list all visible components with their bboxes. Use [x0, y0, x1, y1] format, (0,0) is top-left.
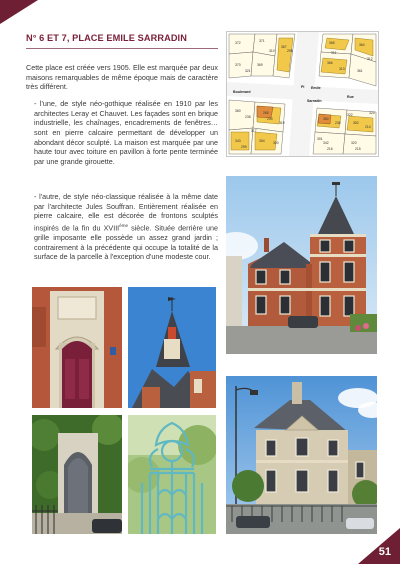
parcel-number: 324	[369, 111, 375, 115]
photo-tower-detail	[128, 287, 216, 408]
parcel-number: 234	[267, 117, 273, 121]
parcel-number: 364	[359, 43, 365, 47]
superscript-eme: ème	[119, 222, 128, 228]
parcel-number: 216	[327, 147, 333, 151]
parcel-number: 310	[269, 49, 275, 53]
parcel-number: 299	[241, 145, 247, 149]
bullet-neo-classic	[34, 192, 218, 262]
bullet-neo-classic-part1: - l'autre, de style néo-classique réalisée à la même date par l'architecte Jules Souffran. Entièrement réalisée en pierre calcaire, elle est décorée de frontons sculptés inspirés de la fin du XVIII	[34, 192, 218, 233]
parcel-number: 354	[259, 139, 265, 143]
parcel-number: 342	[323, 141, 329, 145]
map-label-rue: Rue	[347, 95, 354, 99]
parcel-number: 265	[263, 111, 269, 115]
photo-neo-gothic-villa	[226, 176, 377, 354]
parcel-number: 235	[335, 121, 341, 125]
photo-wrought-iron-gate	[128, 415, 216, 534]
map-label-pl: Pl	[301, 85, 305, 89]
corner-decoration	[0, 0, 38, 24]
parcel-number: 361	[357, 69, 363, 73]
parcel-number: 322	[347, 113, 353, 117]
parcel-number: 319	[279, 121, 285, 125]
page-number: 51	[378, 546, 391, 558]
map-label-boulevard: Boulevard	[233, 90, 251, 94]
intro-paragraph: Cette place est créée vers 1905. Elle est marquée par deux maisons remarquables de même époque mais de caractère très différent.	[26, 63, 218, 92]
parcel-number: 214	[365, 125, 371, 129]
parcel-number: 298	[287, 49, 293, 53]
bullet-neo-classic-part2: siècle. Située derrière une grille imposante elle possède un assez grand jardin ; contrairement à la précédente qui occupe la totalité de la surface de la parcelle à l'exception d'une modeste cour.	[34, 223, 218, 262]
parcel-number: 352	[353, 121, 359, 125]
page-title: N° 6 ET 7, PLACE EMILE SARRADIN	[26, 33, 187, 43]
parcel-number: 372	[235, 41, 241, 45]
bullet-neo-gothic: - l'une, de style néo-gothique réalisée en 1910 par les architectes Leray et Chauvet. Les façades sont en brique industrielle, les chaînages, encadrements de fenêtres… sont en pierre calcaire permettant de développer un abondant décor sculpté. La maison est marquée par une haute tour avec toiture en pavillon à forte pente terminée par une grande girouette.	[34, 99, 218, 166]
parcel-number: 215	[355, 147, 361, 151]
parcel-number: 317	[251, 129, 257, 133]
photo-brick-entrance	[32, 287, 122, 408]
photo-neo-classical-villa	[226, 376, 377, 534]
map-label-sarradin: Sarradin	[307, 99, 322, 103]
parcel-number: 311	[331, 51, 337, 55]
parcel-number: 366	[327, 61, 333, 65]
parcel-number: 343	[235, 139, 241, 143]
map-label-emile: Emile	[311, 86, 321, 90]
parcel-number: 320	[351, 141, 357, 145]
parcel-number: 371	[259, 39, 265, 43]
parcel-number: 369	[257, 63, 263, 67]
cadastral-map	[226, 31, 379, 157]
parcel-number: 313	[339, 67, 345, 71]
parcel-number: 321	[245, 69, 251, 73]
parcel-number: 370	[235, 63, 241, 67]
parcel-number: 300	[273, 141, 279, 145]
photo-ivy-entrance	[32, 415, 122, 534]
parcel-number: 350	[323, 117, 329, 121]
parcel-number: 367	[281, 45, 287, 49]
parcel-number: 312	[367, 57, 373, 61]
title-rule	[26, 48, 218, 49]
parcel-number: 365	[329, 41, 335, 45]
parcel-number: 236	[245, 115, 251, 119]
parcel-number: 301	[317, 137, 323, 141]
parcel-number: 360	[235, 109, 241, 113]
